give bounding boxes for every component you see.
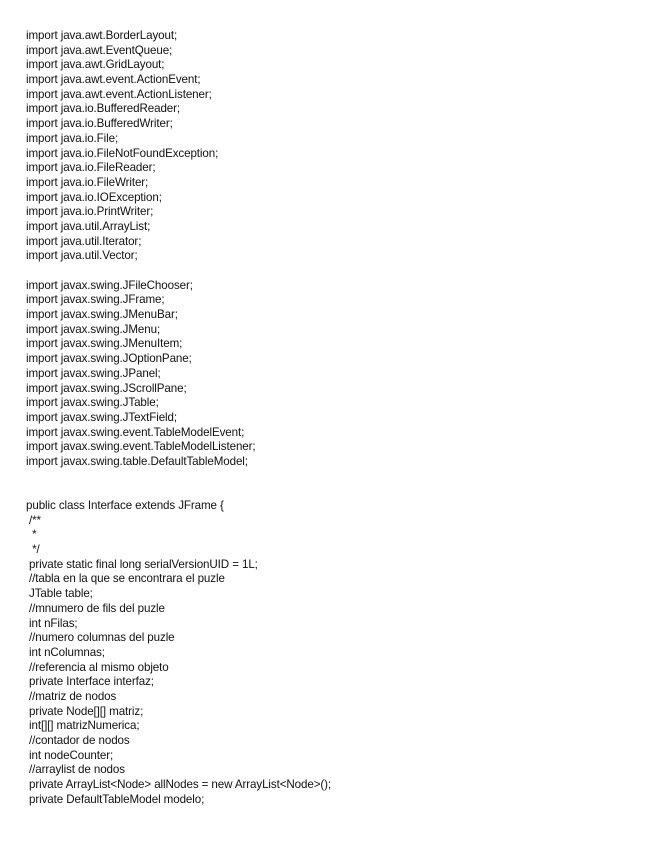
import-line: import java.awt.event.ActionEvent; — [26, 73, 201, 87]
import-line: import java.awt.GridLayout; — [26, 58, 165, 72]
java-imports-block — [26, 29, 646, 264]
import-line: import java.io.FileNotFoundException; — [26, 146, 219, 160]
import-line: import javax.swing.JMenu; — [26, 322, 161, 336]
swing-imports-block — [26, 279, 646, 470]
import-line: import javax.swing.event.TableModelListener; — [26, 440, 256, 454]
import-line: import java.io.PrintWriter; — [26, 205, 154, 219]
import-line: import java.io.BufferedWriter; — [26, 117, 173, 131]
code-document — [26, 29, 646, 807]
import-line: import javax.swing.table.DefaultTableModel; — [26, 454, 248, 468]
class-body-block — [26, 514, 646, 808]
code-line: private Interface interfaz; — [29, 675, 154, 689]
code-line: //numero columnas del puzle — [29, 631, 175, 645]
class-declaration: public class Interface extends JFrame { — [26, 499, 224, 513]
import-line: import javax.swing.JMenuBar; — [26, 308, 178, 322]
code-line: int nFilas; — [29, 616, 78, 630]
code-line: /** — [29, 513, 41, 527]
code-line: //matriz de nodos — [29, 689, 117, 703]
import-line: import java.util.ArrayList; — [26, 219, 151, 233]
import-line: import javax.swing.JScrollPane; — [26, 381, 187, 395]
import-line: import javax.swing.JTextField; — [26, 410, 177, 424]
import-line: import java.awt.BorderLayout; — [26, 29, 178, 42]
code-line: int[][] matrizNumerica; — [29, 719, 140, 733]
import-line: import java.util.Vector; — [26, 249, 138, 263]
code-line: //tabla en la que se encontrara el puzle — [29, 572, 225, 586]
code-line: * — [29, 528, 37, 542]
code-line: JTable table; — [29, 587, 93, 601]
import-line: import java.io.FileWriter; — [26, 175, 149, 189]
import-line: import java.io.IOException; — [26, 190, 162, 204]
code-line: //mnumero de fils del puzle — [29, 601, 165, 615]
import-line: import java.awt.EventQueue; — [26, 43, 173, 57]
import-line: import javax.swing.event.TableModelEvent; — [26, 425, 245, 439]
blank-line — [26, 264, 646, 279]
code-line: private Node[][] matriz; — [29, 704, 144, 718]
import-line: import javax.swing.JTable; — [26, 396, 159, 410]
import-line: import javax.swing.JPanel; — [26, 366, 161, 380]
import-line: import java.util.Iterator; — [26, 234, 142, 248]
import-line: import java.awt.event.ActionListener; — [26, 87, 212, 101]
import-line: import javax.swing.JMenuItem; — [26, 337, 183, 351]
code-line: //arraylist de nodos — [29, 763, 125, 777]
code-line: private ArrayList<Node> allNodes = new ArrayList<Node>(); — [29, 778, 332, 792]
import-line: import javax.swing.JOptionPane; — [26, 352, 192, 366]
code-line: private DefaultTableModel modelo; — [29, 792, 205, 806]
code-line: int nodeCounter; — [29, 748, 114, 762]
code-line: //contador de nodos — [29, 734, 130, 748]
code-line: //referencia al mismo objeto — [29, 660, 169, 674]
import-line: import javax.swing.JFileChooser; — [26, 278, 193, 292]
code-line: */ — [29, 543, 40, 557]
import-line: import java.io.FileReader; — [26, 161, 156, 175]
code-line: int nColumnas; — [29, 645, 105, 659]
code-line: private static final long serialVersionUID = 1L; — [29, 557, 258, 571]
import-line: import java.io.File; — [26, 131, 119, 145]
blank-lines — [26, 470, 646, 499]
import-line: import javax.swing.JFrame; — [26, 293, 165, 307]
import-line: import java.io.BufferedReader; — [26, 102, 181, 116]
